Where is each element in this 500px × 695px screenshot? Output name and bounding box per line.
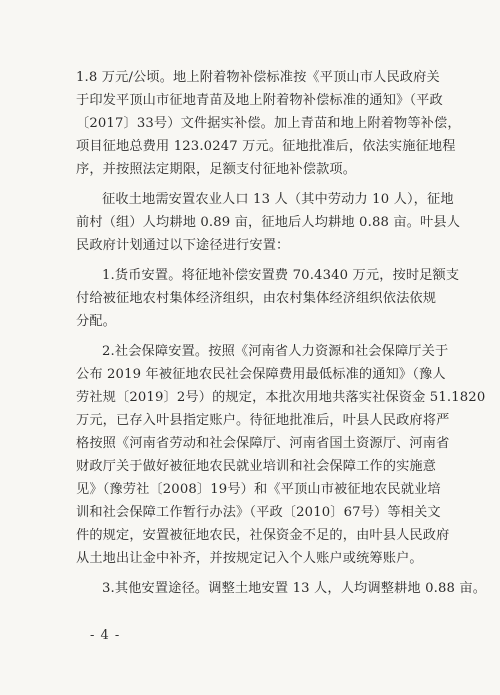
text-line: 劳社规〔2019〕2号）的规定，本批次用地共落实社保资金 51.1820 [76, 390, 486, 405]
text-line: 从土地出让金中补齐，并按规定记入个人账户或统筹账户。 [76, 551, 423, 566]
paragraph-start: 1.货币安置。将征地补偿安置费 70.4340 万元，按时足额支 [102, 268, 460, 283]
text-line: 公布 2019 年被征地农民社会保障费用最低标准的通知》（豫人 [76, 367, 446, 382]
text-line: 财政厅关于做好被征地农民就业培训和社会保障工作的实施意 [76, 459, 437, 474]
text-line: 件的规定，安置被征地农民，社保资金不足的，由叶县人民政府 [76, 528, 450, 543]
text-line: 付给被征地农村集体经济组织，由农村集体经济组织依法依规 [76, 291, 437, 306]
text-line: 训和社会保障工作暂行办法》（平政〔2010〕67号）等相关文 [76, 505, 441, 520]
body-text [76, 66, 487, 600]
page-number: - 4 - [90, 628, 121, 643]
text-line: 序，并按照法定期限，足额支付征地补偿款项。 [76, 162, 357, 177]
text-line: 〔2017〕33号）文件据实补偿。加上青苗和地上附着物等补偿， [76, 116, 461, 131]
text-line: 分配。 [76, 314, 117, 329]
text-line: 前村（组）人均耕地 0.89 亩，征地后人均耕地 0.88 亩。叶县人 [76, 215, 461, 230]
text-line: 格按照《河南省劳动和社会保障厅、河南省国土资源厅、河南省 [76, 436, 450, 451]
text-line: 于印发平顶山市征地青苗及地上附着物补偿标准的通知》（平政 [76, 93, 443, 108]
text-line: 万元，已存入叶县指定账户。待征地批准后，叶县人民政府将严 [76, 413, 450, 428]
text-line: 项目征地总费用 123.0247 万元。征地批准后，依法实施征地程 [76, 139, 456, 154]
text-line: 1.8 万元/公顷。地上附着物补偿标准按《平顶山市人民政府关 [76, 70, 440, 85]
text-line: 民政府计划通过以下途径进行安置： [76, 238, 290, 253]
paragraph-start: 征收土地需安置农业人口 13 人（其中劳动力 10 人），征地 [102, 192, 454, 207]
paragraph-start: 2.社会保障安置。按照《河南省人力资源和社会保障厅关于 [102, 344, 449, 359]
text-line: 见》（豫劳社〔2008〕19号）和《平顶山市被征地农民就业培 [76, 482, 441, 497]
paragraph-start: 3.其他安置途径。调整土地安置 13 人，人均调整耕地 0.88 亩。 [102, 581, 487, 596]
